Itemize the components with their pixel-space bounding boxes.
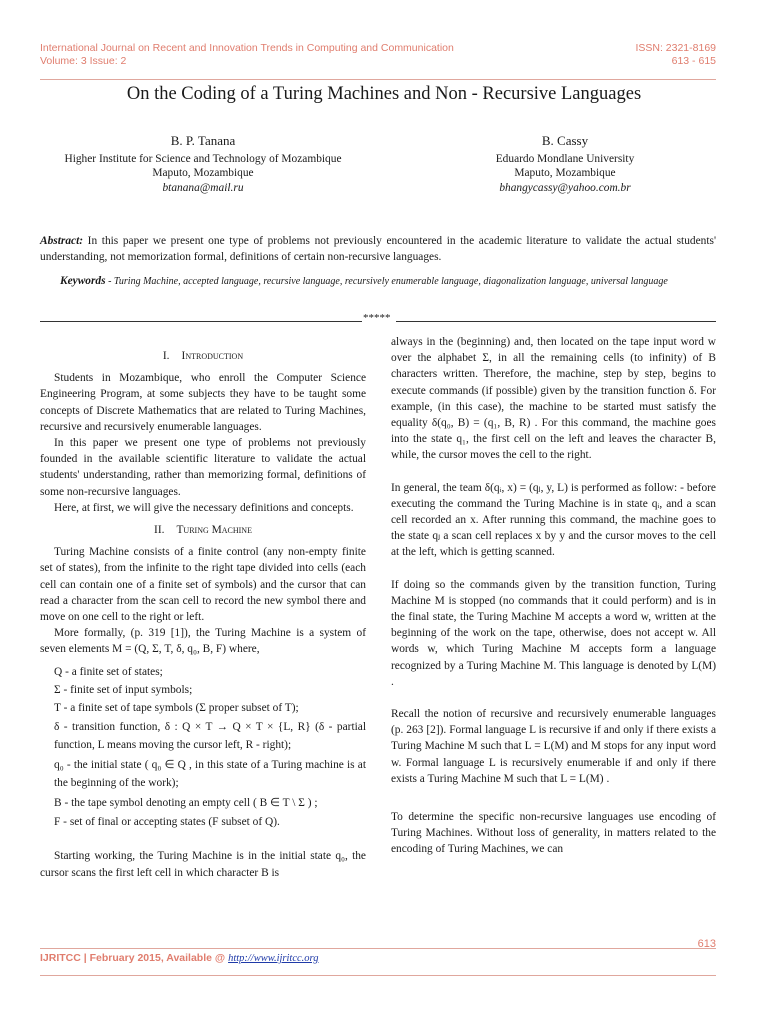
- abstract: [40, 233, 716, 265]
- spacer: [391, 690, 716, 706]
- paragraph: Turing Machine consists of a finite control (any non-empty finite set of states), from the infinite to the right tape divided into cells (each cell can contain one of a finite set of symbols) and the cursor that can read a character from the scan cell to record the new symbol there and move on one cell to the right or left.: [40, 546, 366, 624]
- journal-name: International Journal on Recent and Innovation Trends in Computing and Communication: [40, 42, 454, 54]
- keywords-text: - Turing Machine, accepted language, recursive language, recursively enumerable language, diagonalization language, universal language: [105, 276, 668, 287]
- separator-line-left: [40, 321, 362, 322]
- author-email: bhangycassy@yahoo.com.br: [499, 181, 631, 194]
- abstract-text: In this paper we present one type of problems not previously encountered in the academic literature to validate the actual students' understanding, not memorization formal, definitions of certain non-recursive languages.: [40, 235, 716, 263]
- journal-header-right: [635, 42, 716, 67]
- paragraph: Here, at first, we will give the necessary definitions and concepts.: [54, 501, 354, 514]
- list-item: Q - a finite set of states;: [54, 665, 163, 678]
- definition-list: [40, 664, 366, 831]
- section-heading-turing-machine: [40, 522, 366, 538]
- list-item: T - a finite set of tape symbols (Σ proper subset of T);: [54, 702, 299, 715]
- list-item: δ - transition function, δ : Q × T → Q × T × {L, R} (δ - partial function, L means moving the cursor left, R - right);: [54, 721, 366, 752]
- journal-header-left: [40, 42, 454, 67]
- author-location: Maputo, Mozambique: [152, 167, 254, 179]
- author-email: btanana@mail.ru: [162, 181, 244, 194]
- spacer: [391, 561, 716, 577]
- footer-text: IJRITCC | February 2015, Available @: [40, 952, 229, 964]
- footer-link[interactable]: http://www.ijritcc.org: [228, 953, 319, 964]
- list-item: F - set of final or accepting states (F subset of Q).: [54, 816, 280, 829]
- author-affiliation: Higher Institute for Science and Technology of Mozambique: [64, 152, 342, 165]
- paragraph: always in the (beginning) and, then located on the tape input word w over the alphabet Σ, in all the remaining cells (to infinity) of B characters written. Therefore, the machine, step by step, begins to execute commands (if possible) given by the transition function δ. For example, (in this case), the machine to be started must satisfy the equality δ(q₀, B) = (q₁, B, R) . For this command, the machine goes into the state q₁, the first cell on the left and leaves the character B, while, the cursor moves the cell to the right.: [391, 336, 716, 462]
- paragraph: If doing so the commands given by the transition function, Turing Machine M is stopped (no commands that it could perform) and is in the final state, the Turing Machine M accepts a word w, written at the beginning of the work on the tape, otherwise, does not accept w. All words w, which Turing Machine M accepts form a language recognized by a Turing Machine M. This language is denoted by L(M) .: [391, 578, 716, 688]
- keywords: [40, 274, 716, 289]
- author-name: B. P. Tanana: [170, 133, 236, 148]
- spacer: [391, 787, 716, 809]
- separator-stars: *****: [363, 312, 391, 324]
- footer-divider-bottom: [40, 975, 716, 976]
- section-number: II.: [154, 524, 165, 537]
- section-number: I.: [162, 350, 170, 362]
- paragraph: Students in Mozambique, who enroll the Computer Science Engineering Program, at some subjects they have to be taught some concepts of Discrete Mathematics that are related to Turing Machines, recursive and recursively enumerable languages.: [40, 372, 366, 433]
- list-item: q₀ - the initial state ( q₀ ∈ Q , in this state of a Turing machine is at the beginning of the work);: [54, 759, 366, 790]
- left-column: [40, 348, 366, 881]
- section-title: Introduction: [181, 350, 244, 362]
- author-block-1: [23, 134, 383, 195]
- header-divider: [40, 79, 716, 80]
- right-column: [391, 334, 716, 858]
- spacer: [40, 832, 366, 848]
- section-heading-introduction: [40, 348, 366, 364]
- footer-divider-top: [40, 948, 716, 949]
- keywords-label: Keywords: [60, 275, 106, 287]
- paragraph: In general, the team δ(qᵢ, x) = (qⱼ, y, L) is performed as follow: - before executing the command the Turing Machine is in state qᵢ, and a scan cell recorded an x. After running this command, the machine goes to the state qⱼ a scan cell replaces x by y and the cursor moves to the cell at the left, which is getting scanned.: [391, 481, 716, 559]
- page-number: 613: [697, 938, 716, 950]
- list-item: B - the tape symbol denoting an empty cell ( B ∈ T \ Σ ) ;: [54, 797, 318, 810]
- spacer: [391, 464, 716, 480]
- author-affiliation: Eduardo Mondlane University: [495, 152, 635, 165]
- paper-title: On the Coding of a Turing Machines and Non - Recursive Languages: [126, 84, 642, 104]
- paragraph: In this paper we present one type of problems not previously founded in the available scientific literature to validate the actual students' understanding, rather than memorizing formal, definitions of some non-recursive languages.: [40, 437, 366, 498]
- author-name: B. Cassy: [541, 133, 589, 148]
- author-block-2: [385, 134, 745, 195]
- separator-line-right: [396, 321, 716, 322]
- author-location: Maputo, Mozambique: [514, 167, 616, 179]
- journal-pages: 613 - 615: [671, 54, 716, 67]
- section-title: Turing Machine: [176, 524, 252, 537]
- paragraph: More formally, (p. 319 [1]), the Turing Machine is a system of seven elements M = (Q, Σ, T, δ, q₀, B, F) where,: [40, 627, 366, 656]
- paragraph: Starting working, the Turing Machine is in the initial state q₀, the cursor scans the first left cell in which character B is: [40, 850, 366, 879]
- paragraph: To determine the specific non-recursive languages use encoding of Turing Machines. Without loss of generality, in matters related to the encoding of Turing Machines, we can: [391, 811, 716, 856]
- journal-issn: ISSN: 2321-8169: [635, 42, 716, 54]
- list-item: Σ - finite set of input symbols;: [54, 683, 193, 696]
- journal-volume: Volume: 3 Issue: 2: [40, 54, 127, 67]
- footer: [40, 952, 318, 964]
- section-separator: [40, 312, 716, 326]
- paragraph: Recall the notion of recursive and recursively enumerable languages (p. 263 [2]). Formal language L is recursive if and only if there exists a Turing Machine M such that L = L(M) and M stops for any input word w. Formal language L is recursively enumerable if and only if there exists a Turing Machine M such that L = L(M) .: [391, 708, 716, 785]
- abstract-label: Abstract:: [40, 235, 84, 247]
